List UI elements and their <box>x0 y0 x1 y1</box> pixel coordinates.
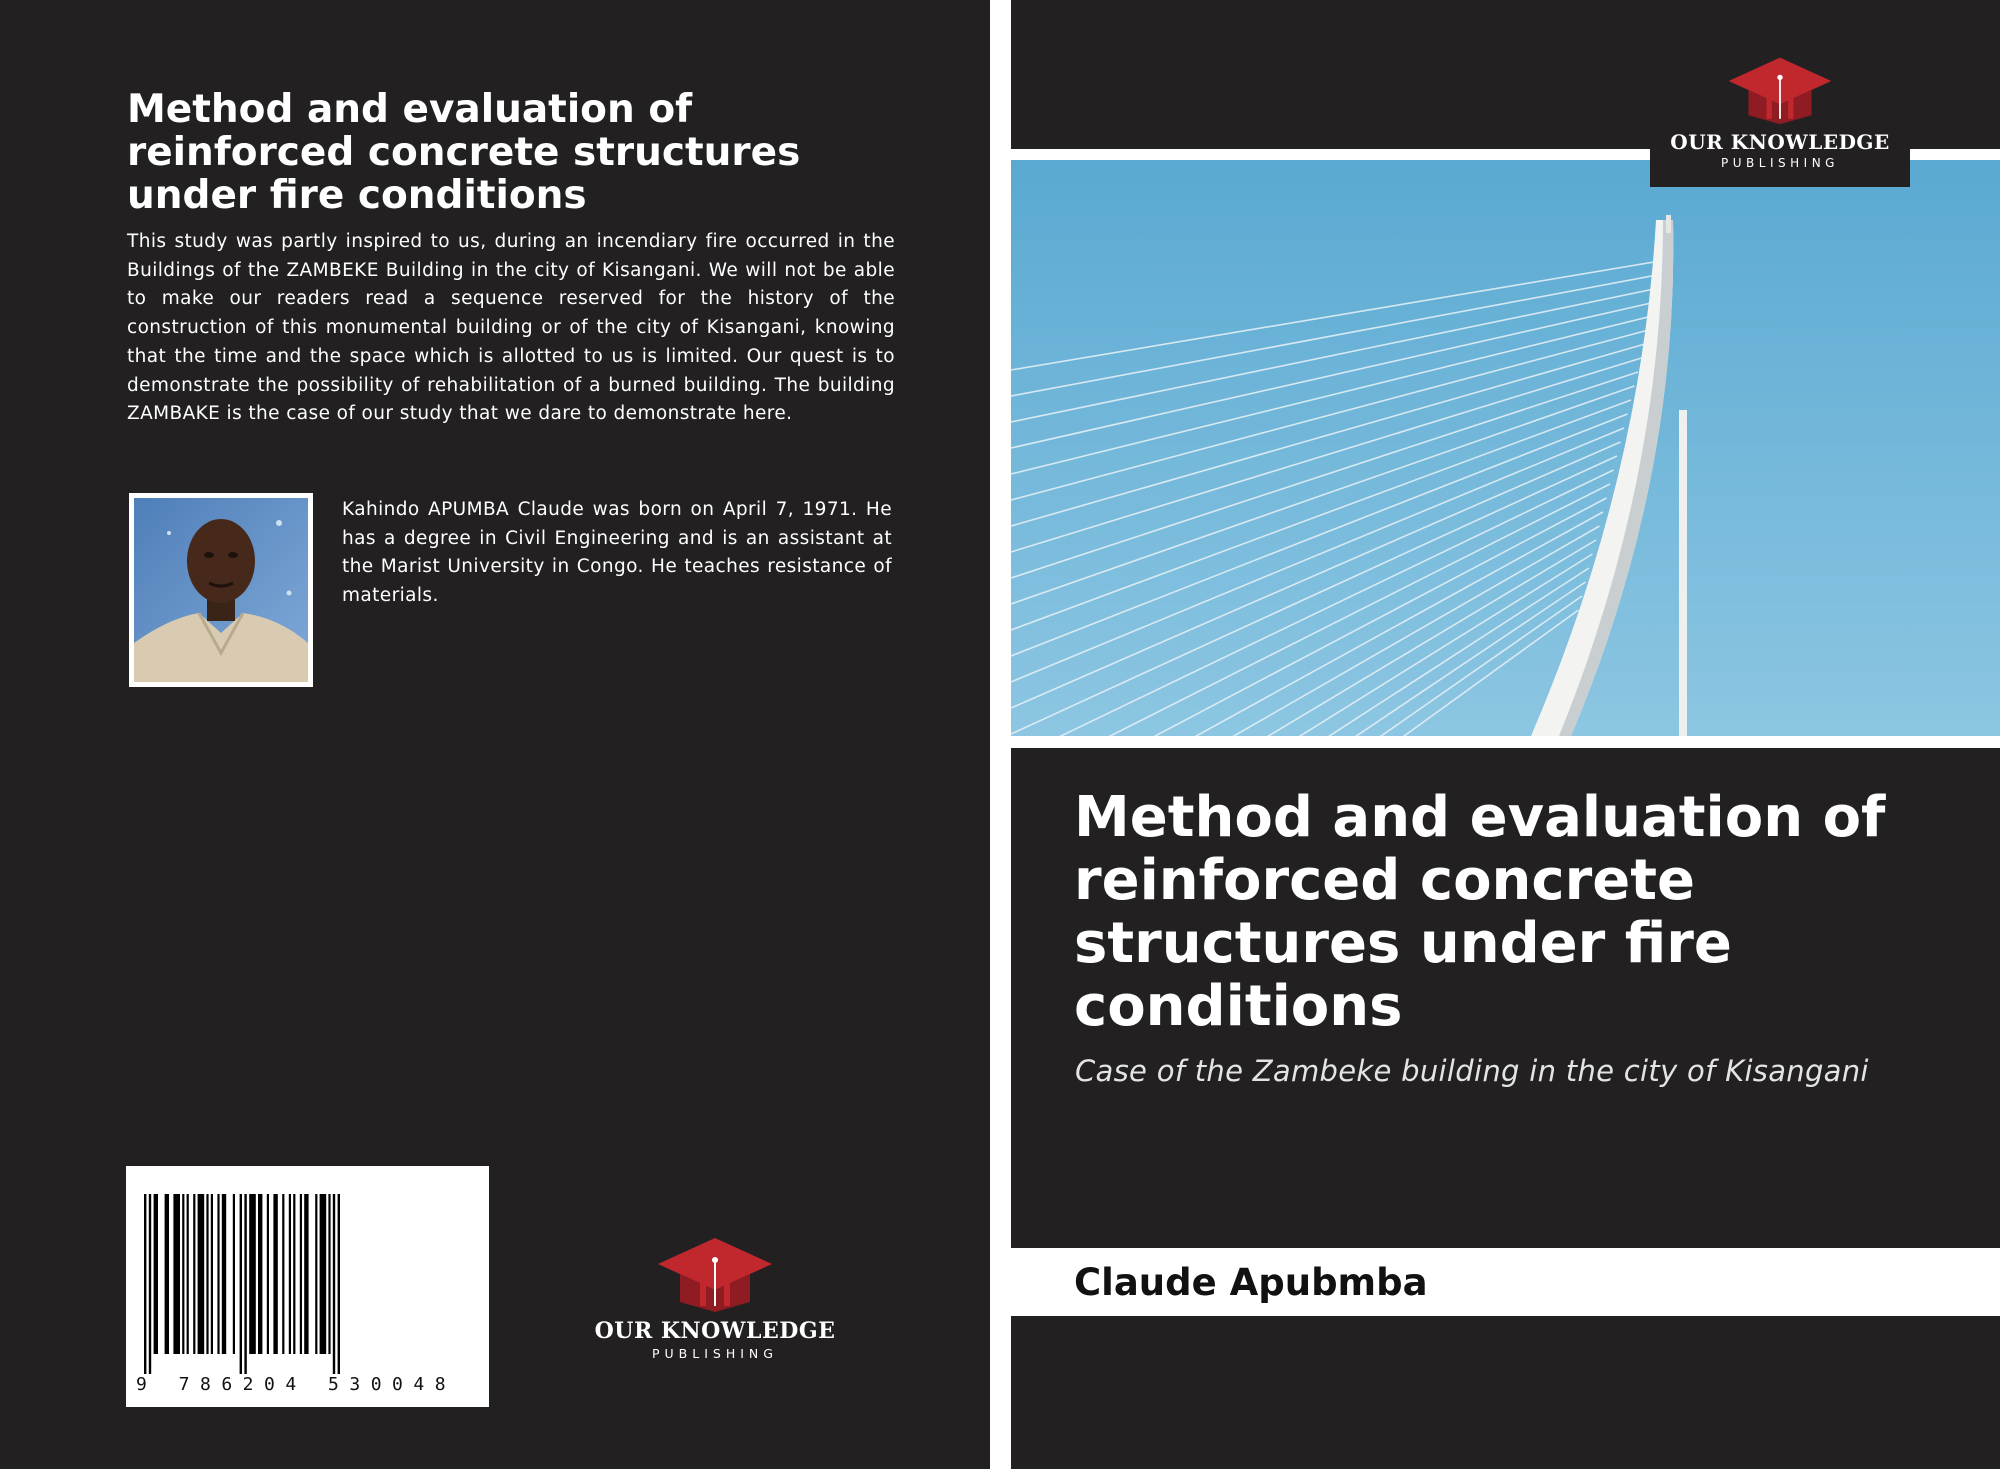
author-portrait-image <box>129 493 313 687</box>
front-cover-author: Claude Apubmba <box>1074 1261 1428 1304</box>
publisher-logo-front <box>1650 54 1910 170</box>
back-cover <box>0 0 990 1469</box>
author-bio: Kahindo APUMBA Claude was born on April 7, 1971. He has a degree in Civil Engineering and is an assistant at the Marist University in Congo. He teaches resistance of materials. <box>342 499 892 607</box>
barcode-bars <box>126 1166 489 1407</box>
bridge-pylon-image <box>1011 160 2000 736</box>
back-cover-blurb: This study was partly inspired to us, during an incendiary fire occurred in the Buildings of the ZAMBEKE Building in the city of Kisangani. We will not be able to make our readers read a sequence reserved for the history of the construction of this monumental building or of the city of Kisangani, knowing that the time and the space which is allotted to us is limited. Our quest is to demonstrate the possibility of rehabilitation of a burned building. The building ZAMBAKE is the case of our study that we dare to demonstrate here. <box>127 231 895 425</box>
spine <box>990 0 1011 1469</box>
publisher-name: OUR KNOWLEDGE <box>1670 130 1890 154</box>
front-cover-title: Method and evaluation of reinforced concrete structures under fire conditions <box>1074 785 1886 1039</box>
publisher-subname: PUBLISHING <box>1721 156 1839 170</box>
publisher-subname: PUBLISHING <box>652 1346 778 1361</box>
graduation-cap-icon <box>1720 54 1840 126</box>
publisher-logo-front-box <box>1650 40 1910 187</box>
isbn-barcode <box>126 1166 489 1407</box>
publisher-logo-back <box>590 1234 840 1361</box>
graduation-cap-icon <box>650 1234 780 1314</box>
front-cover-bottom-band <box>1011 1316 2000 1469</box>
publisher-name: OUR KNOWLEDGE <box>594 1318 836 1344</box>
isbn-number: 9 786204 530048 <box>136 1374 457 1395</box>
front-cover-subtitle: Case of the Zambeke building in the city of Kisangani <box>1075 1054 1869 1088</box>
front-cover-photo <box>1011 160 2000 736</box>
author-photo <box>129 493 313 687</box>
back-cover-title: Method and evaluation of reinforced concrete structures under fire conditions <box>127 87 801 218</box>
